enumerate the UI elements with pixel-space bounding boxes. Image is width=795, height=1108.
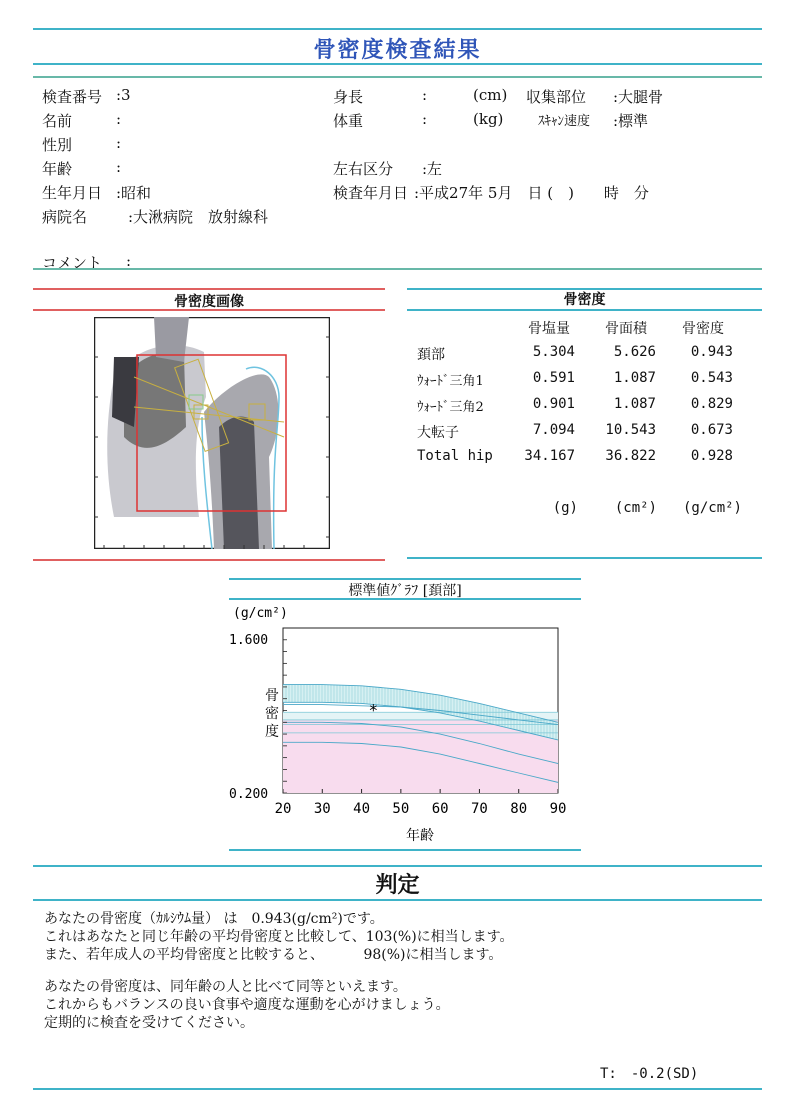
x-tick-label: 50 <box>392 801 410 817</box>
scan-speed-label: ｽｷｬﾝ速度 <box>538 114 591 129</box>
exam-date-label: 検査年月日 <box>333 184 409 202</box>
bmd-title: 骨密度 <box>563 292 606 308</box>
standard-value-chart <box>225 600 585 845</box>
judgement-line-3: また、若年成人の平均骨密度と比較すると、 98(%)に相当します。 <box>44 947 503 963</box>
row-area: 5.626 <box>613 344 656 360</box>
x-tick-label: 30 <box>313 801 331 817</box>
name-value: : <box>116 110 122 128</box>
y-unit-label: (g/cm²) <box>233 606 288 621</box>
y-axis-label-1: 骨 <box>265 688 279 704</box>
sex-label: 性別 <box>42 136 73 154</box>
height-colon: : <box>422 86 428 104</box>
row-label: ｳｫｰﾄﾞ三角2 <box>417 400 484 415</box>
patient-marker: * <box>368 700 379 720</box>
age-value: : <box>116 158 122 176</box>
row-bmc: 0.591 <box>532 370 575 386</box>
x-tick-label: 40 <box>353 801 371 817</box>
top-rule <box>33 28 762 30</box>
site-label: 収集部位 <box>526 88 587 106</box>
weight-colon: : <box>422 110 428 128</box>
info-top-rule <box>33 76 762 78</box>
unit-area: (cm²) <box>614 500 657 516</box>
judgement-line-6: 定期的に検査を受けてください。 <box>44 1015 254 1031</box>
row-label: ｳｫｰﾄﾞ三角1 <box>417 374 484 389</box>
scan-speed-value: :標準 <box>613 112 649 130</box>
x-tick-label: 60 <box>431 801 449 817</box>
row-bmd: 0.543 <box>690 370 733 386</box>
bmd-rule-bottom <box>407 309 762 311</box>
row-area: 1.087 <box>613 370 656 386</box>
header-bmd: 骨密度 <box>682 321 724 337</box>
side-label: 左右区分 <box>333 160 394 178</box>
chart-title: 標準値ｸﾞﾗﾌ [頚部] <box>348 583 462 599</box>
judgement-line-2: これはあなたと同じ年齢の平均骨密度と比較して、103(%)に相当します。 <box>44 929 514 945</box>
weight-unit: (kg) <box>473 110 504 128</box>
comment-label: コメント <box>42 254 103 272</box>
image-section-rule-bottom <box>33 309 385 311</box>
unit-bmd: (g/cm²) <box>682 500 742 516</box>
name-label: 名前 <box>42 112 73 130</box>
image-section-title: 骨密度画像 <box>174 294 244 310</box>
row-bmc: 0.901 <box>532 396 575 412</box>
row-area: 36.822 <box>605 448 656 464</box>
exam-number-label: 検査番号 <box>42 88 103 106</box>
exam-date-value: :平成27年 5月 日 ( ) 時 分 <box>414 184 649 202</box>
y-tick-label-top: 1.600 <box>229 633 269 648</box>
judgement-rule-top <box>33 865 762 867</box>
age-label: 年齢 <box>42 160 73 178</box>
x-tick-label: 70 <box>470 801 488 817</box>
image-section-rule-top <box>33 288 385 290</box>
row-label: Total hip <box>417 448 493 464</box>
row-bmc: 34.167 <box>524 448 575 464</box>
header-area: 骨面積 <box>605 321 647 337</box>
bone-scan-image <box>94 317 330 549</box>
row-bmd: 0.943 <box>690 344 733 360</box>
row-bmc: 5.304 <box>532 344 575 360</box>
hospital-value: :大湫病院 放射線科 <box>128 208 269 226</box>
t-score: T: -0.2(SD) <box>600 1066 699 1082</box>
dob-label: 生年月日 <box>42 184 103 202</box>
exam-number-value: :3 <box>116 86 131 104</box>
x-axis-label: 年齢 <box>406 828 434 844</box>
bottom-rule <box>33 1088 762 1090</box>
title-rule <box>33 63 762 65</box>
y-tick-label-bottom: 0.200 <box>229 787 269 802</box>
dob-value: :昭和 <box>116 184 152 202</box>
judgement-line-1: あなたの骨密度（ｶﾙｼｳﾑ量） は 0.943(g/cm²)です。 <box>44 911 384 927</box>
row-bmd: 0.928 <box>690 448 733 464</box>
judgement-title: 判定 <box>375 873 420 898</box>
x-tick-label: 80 <box>510 801 528 817</box>
x-tick-label: 90 <box>549 801 567 817</box>
chart-rule-end <box>229 849 581 851</box>
comment-value: : <box>126 252 132 270</box>
y-axis-label-2: 密 <box>265 706 279 722</box>
header-bmc: 骨塩量 <box>528 321 570 337</box>
row-area: 10.543 <box>605 422 656 438</box>
judgement-line-5: これからもバランスの良い食事や適度な運動を心がけましょう。 <box>44 997 450 1013</box>
sex-value: : <box>116 134 122 152</box>
info-bottom-rule <box>33 268 762 270</box>
row-bmd: 0.829 <box>690 396 733 412</box>
row-label: 大転子 <box>417 425 459 441</box>
row-area: 1.087 <box>613 396 656 412</box>
height-label: 身長 <box>333 88 364 106</box>
image-section-rule-end <box>33 559 385 561</box>
row-label: 頚部 <box>417 347 445 363</box>
unit-bmc: (g) <box>552 500 578 516</box>
height-unit: (cm) <box>473 86 508 104</box>
weight-label: 体重 <box>333 112 364 130</box>
side-value: :左 <box>422 160 443 178</box>
bmd-rule-end <box>407 557 762 559</box>
judgement-line-4: あなたの骨密度は、同年齢の人と比べて同等といえます。 <box>44 979 407 995</box>
x-tick-label: 20 <box>274 801 292 817</box>
judgement-rule-bottom <box>33 899 762 901</box>
page-title: 骨密度検査結果 <box>313 38 482 63</box>
site-value: :大腿骨 <box>613 88 664 106</box>
y-axis-label-3: 度 <box>265 724 279 740</box>
row-bmc: 7.094 <box>532 422 575 438</box>
hospital-label: 病院名 <box>42 208 88 226</box>
row-bmd: 0.673 <box>690 422 733 438</box>
